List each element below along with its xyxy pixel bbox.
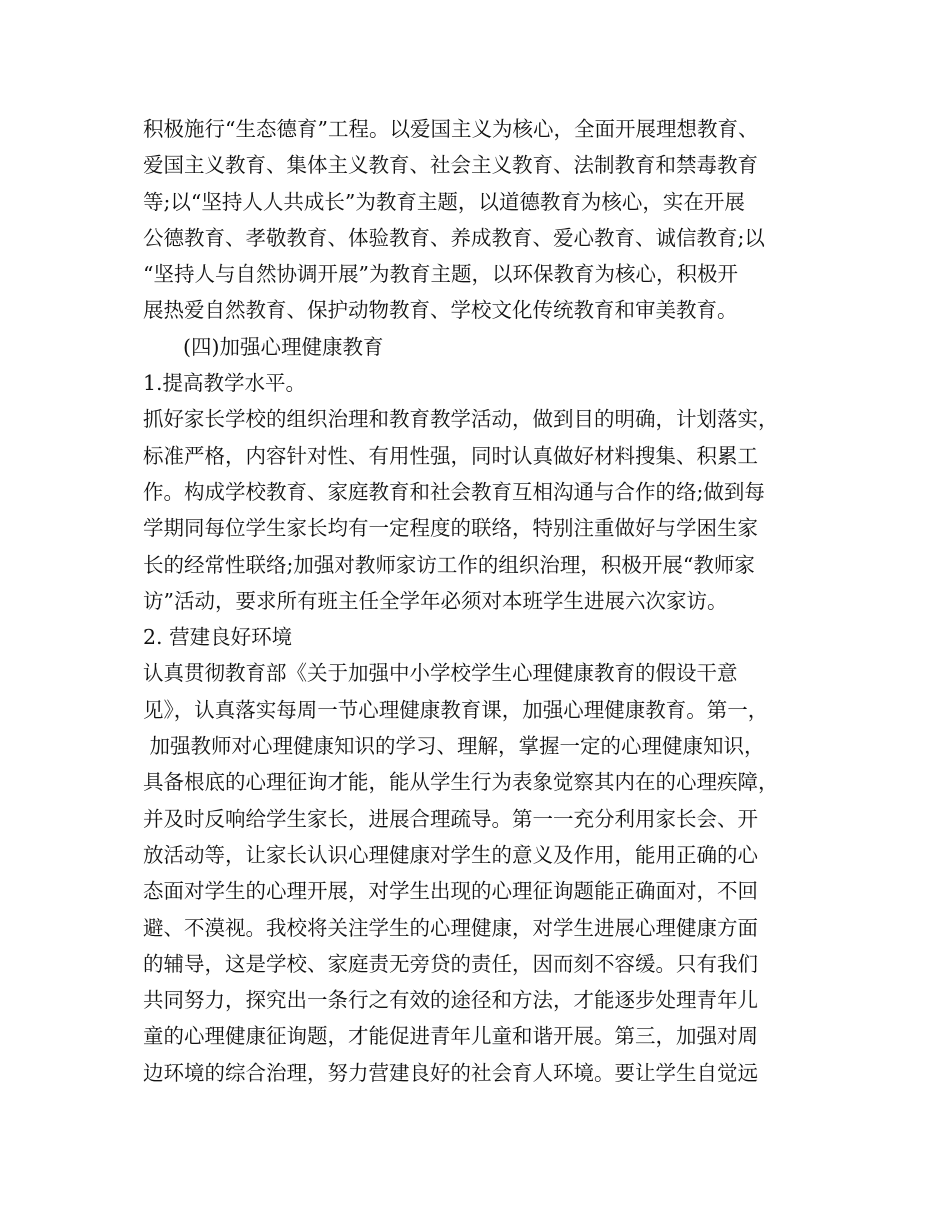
text-line: 认真贯彻教育部《关于加强中小学校学生心理健康教育的假设干意 — [143, 661, 738, 686]
text-line: 并及时反响给学生家长，进展合理疏导。第一一充分利用家长会、开 — [143, 806, 758, 831]
text-line: 加强教师对心理健康知识的学习、理解，掌握一定的心理健康知识， — [143, 734, 765, 759]
subsection-heading: 2. 营建良好环境 — [143, 625, 293, 650]
text-line: 放活动等，让家长认识心理健康对学生的意义及作用，能用正确的心 — [143, 842, 758, 867]
text-line: 具备根底的心理征询才能，能从学生行为表象觉察其内在的心理疾障， — [143, 770, 779, 795]
text-line: “坚持人与自然协调开展”为教育主题，以环保教育为核心，积极开 — [143, 262, 738, 287]
text-line: 态面对学生的心理开展，对学生出现的心理征询题能正确面对，不回 — [143, 879, 758, 904]
text-line: 避、不漠视。我校将关注学生的心理健康，对学生进展心理健康方面 — [143, 915, 758, 940]
text-line: 童的心理健康征询题，才能促进青年儿童和谐开展。第三，加强对周 — [143, 1024, 758, 1049]
body-text — [143, 111, 843, 1091]
section-heading: (四)加强心理健康教育 — [183, 334, 384, 359]
text-line: 抓好家长学校的组织治理和教育教学活动，做到目的明确，计划落实， — [143, 407, 779, 432]
text-line: 共同努力，探究出一条行之有效的途径和方法，才能逐步处理青年儿 — [143, 988, 758, 1013]
text-line: 积极施行“生态德育”工程。以爱国主义为核心，全面开展理想教育、 — [143, 117, 759, 141]
text-line: 等;以“坚持人人共成长”为教育主题，以道德教育为核心，实在开展 — [143, 189, 745, 214]
text-line: 学期同每位学生家长均有一定程度的联络，特别注重做好与学困生家 — [143, 516, 758, 541]
text-line: 标准严格，内容针对性、有用性强，同时认真做好材料搜集、积累工 — [143, 443, 758, 468]
text-line: 边环境的综合治理，努力营建良好的社会育人环境。要让学生自觉远 — [143, 1060, 758, 1085]
text-line: 爱国主义教育、集体主义教育、社会主义教育、法制教育和禁毒教育 — [143, 153, 758, 178]
text-line: 的辅导，这是学校、家庭责无旁贷的责任，因而刻不容缓。只有我们 — [143, 951, 758, 976]
text-line: 长的经常性联络;加强对教师家访工作的组织治理，积极开展“教师家 — [143, 552, 755, 577]
text-line: 见》，认真落实每周一节心理健康教育课，加强心理健康教育。第一， — [143, 697, 769, 722]
text-line: 展热爱自然教育、保护动物教育、学校文化传统教育和审美教育。 — [143, 298, 738, 323]
text-line: 作。构成学校教育、家庭教育和社会教育互相沟通与合作的络;做到每 — [143, 479, 765, 504]
subsection-heading: 1.提高教学水平。 — [143, 371, 307, 396]
text-line: 公德教育、孝敬教育、体验教育、养成教育、爱心教育、诚信教育;以 — [143, 225, 765, 250]
text-line: 访”活动，要求所有班主任全学年必须对本班学生进展六次家访。 — [143, 588, 728, 613]
